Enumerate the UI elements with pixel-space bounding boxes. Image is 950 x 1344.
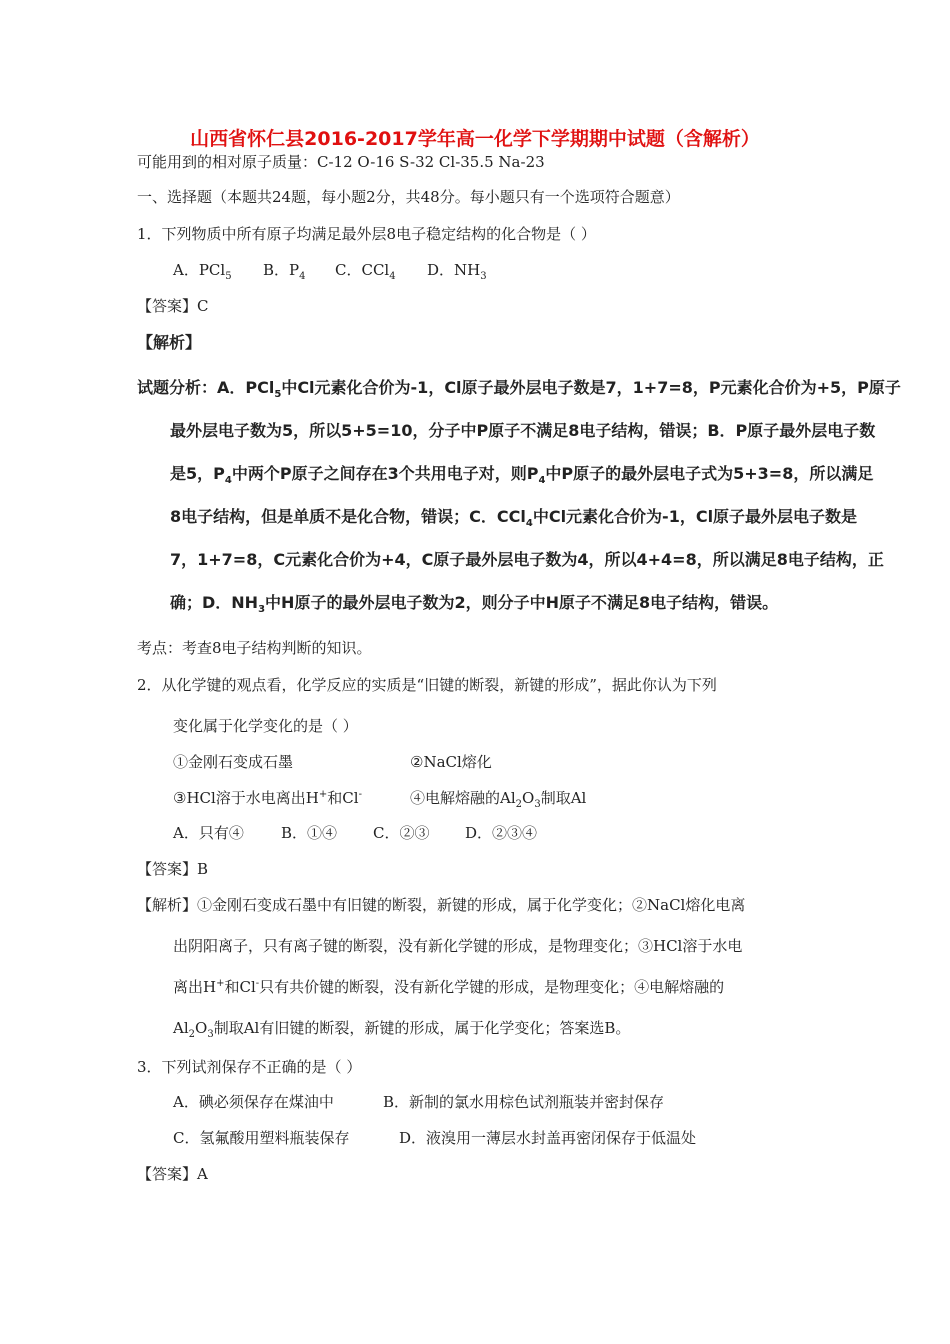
q2-option-b: B．①④: [281, 824, 338, 842]
q2-explanation-line-1: 【解析】①金刚石变成石墨中有旧键的断裂，新键的形成，属于化学变化；②NaCl熔化电离: [137, 896, 746, 914]
q2-item-2: ②NaCl熔化: [410, 753, 492, 771]
q1-analysis-line-2: 最外层电子数为5，所以5+5=10，分子中P原子不满足8电子结构，错误；B．P原子最外层电子数: [170, 421, 876, 440]
q1-analysis-label: 【解析】: [137, 333, 202, 352]
q3-stem: 3．下列试剂保存不正确的是（ ）: [137, 1058, 362, 1076]
q2-explanation-line-2: 出阴阳离子，只有离子键的断裂，没有新化学键的形成，是物理变化；③HCl溶于水电: [173, 937, 743, 955]
q1-option-b: B．$P_4$: [263, 261, 306, 282]
q1-point: 考点：考查8电子结构判断的知识。: [137, 639, 372, 657]
q2-explanation-line-4: $Al_2O_3$制取Al有旧键的断裂，新键的形成，属于化学变化；答案选B。: [173, 1019, 631, 1040]
q2-stem-line-2: 变化属于化学变化的是（ ）: [173, 717, 358, 735]
q1-analysis-line-1: 试题分析：A．PCl$_5$中Cl元素化合价为-1，Cl原子最外层电子数是7，1+7=8，P元素化合价为+5，P原子: [137, 378, 901, 401]
q1-option-c: C．CCl$_4$: [335, 261, 396, 282]
q3-option-a: A．碘必须保存在煤油中: [173, 1093, 334, 1111]
q2-item-3: ③HCl溶于水电离出H+和Cl-: [173, 789, 362, 807]
q2-options: [173, 823, 537, 843]
q1-stem: 1．下列物质中所有原子均满足最外层8电子稳定结构的化合物是（ ）: [137, 225, 596, 243]
q2-answer: 【答案】B: [137, 860, 209, 878]
q2-option-a: A．只有④: [173, 824, 244, 842]
q2-option-d: D．②③④: [465, 824, 538, 842]
q1-option-a: A．PCl$_5$: [173, 261, 232, 282]
q3-answer: 【答案】A: [137, 1165, 208, 1183]
q3-option-d: D．液溴用一薄层水封盖再密闭保存于低温处: [399, 1129, 697, 1147]
section-heading: 一、选择题（本题共24题，每小题2分，共48分。每小题只有一个选项符合题意）: [137, 188, 680, 206]
q1-analysis-line-3: 是5，$P_4$中两个P原子之间存在3个共用电子对，则$P_4$中P原子的最外层电子式为5+3=8，所以满足: [170, 464, 874, 487]
atomic-masses: 可能用到的相对原子质量：C-12 O-16 S-32 Cl-35.5 Na-23: [137, 153, 545, 171]
q1-options: [173, 260, 487, 280]
q2-stem-line-1: 2．从化学键的观点看，化学反应的实质是“旧键的断裂，新键的形成”，据此你认为下列: [137, 676, 717, 694]
q2-option-c: C．②③: [373, 824, 430, 842]
q2-item-1: ①金刚石变成石墨: [173, 753, 294, 771]
q3-option-b: B．新制的氯水用棕色试剂瓶装并密封保存: [383, 1093, 665, 1111]
document-title: 山西省怀仁县2016-2017学年高一化学下学期期中试题（含解析）: [190, 128, 760, 150]
q1-answer: 【答案】C: [137, 297, 209, 315]
q1-analysis-line-6: 确；D．$NH_3$中H原子的最外层电子数为2，则分子中H原子不满足8电子结构，错误。: [170, 593, 779, 616]
q1-option-d: D．$NH_3$: [427, 261, 487, 282]
q1-analysis-line-4: 8电子结构，但是单质不是化合物，错误；C．CCl$_4$中Cl元素化合价为-1，Cl原子最外层电子数是: [170, 507, 858, 530]
q3-option-c: C．氢氟酸用塑料瓶装保存: [173, 1129, 350, 1147]
q2-item-4: ④电解熔融的$Al_2O_3$制取Al: [410, 789, 587, 810]
q1-analysis-line-5: 7，1+7=8，C元素化合价为+4，C原子最外层电子数为4，所以4+4=8，所以满足8电子结构，正: [170, 550, 884, 569]
q2-explanation-line-3: 离出H+和Cl-只有共价键的断裂，没有新化学键的形成，是物理变化；④电解熔融的: [173, 978, 725, 996]
